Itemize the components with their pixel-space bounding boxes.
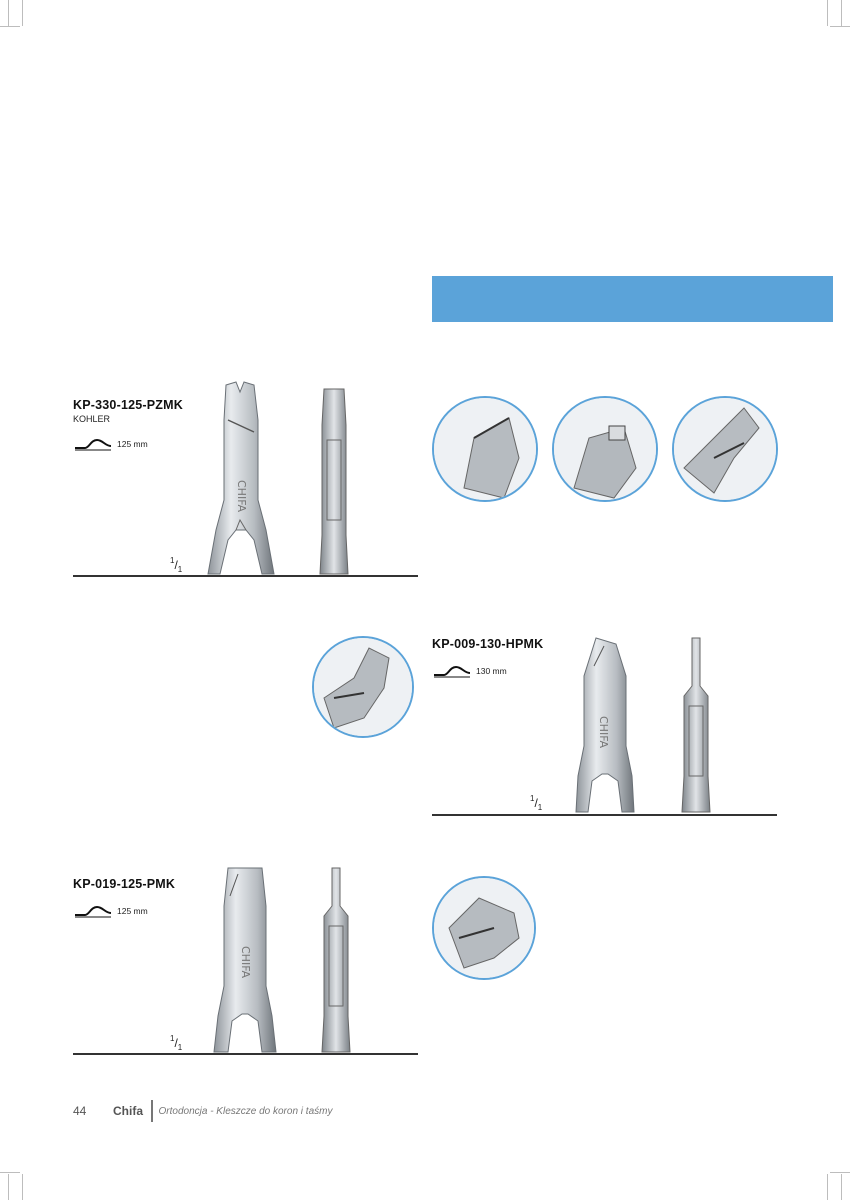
baseline-rule bbox=[432, 814, 777, 816]
detail-circle bbox=[552, 396, 658, 502]
detail-circle bbox=[432, 396, 538, 502]
crop-mark bbox=[22, 1174, 23, 1200]
plier-length-icon bbox=[73, 437, 113, 451]
page-number: 44 bbox=[73, 1104, 87, 1118]
crop-mark bbox=[0, 26, 20, 27]
tool-brand-mark: CHIFA bbox=[235, 480, 248, 513]
length-value: 130 mm bbox=[476, 666, 507, 676]
plier-length-icon bbox=[73, 904, 113, 918]
footer-brand: Chifa bbox=[113, 1104, 143, 1118]
page-footer bbox=[73, 1100, 332, 1122]
plier-front-view bbox=[574, 636, 636, 814]
scale-label: $^1/_1$ bbox=[530, 794, 543, 812]
product-code: KP-019-125-PMK bbox=[73, 877, 176, 891]
crop-mark bbox=[841, 1174, 842, 1200]
plier-side-view bbox=[318, 866, 354, 1054]
crop-mark bbox=[0, 1172, 20, 1173]
length-indicator bbox=[432, 664, 507, 678]
crop-mark bbox=[827, 1174, 828, 1200]
tool-brand-mark: CHIFA bbox=[597, 716, 610, 749]
plier-front-view bbox=[206, 380, 276, 576]
footer-divider bbox=[151, 1100, 153, 1122]
crop-mark bbox=[8, 0, 9, 26]
length-indicator bbox=[73, 904, 148, 918]
length-value: 125 mm bbox=[117, 439, 148, 449]
plier-length-icon bbox=[432, 664, 472, 678]
product-code: KP-009-130-HPMK bbox=[432, 637, 544, 651]
scale-label: $^1/_1$ bbox=[170, 1034, 183, 1052]
crop-mark bbox=[827, 0, 828, 26]
section-header-bar bbox=[432, 276, 833, 322]
length-indicator bbox=[73, 437, 148, 451]
crop-mark bbox=[830, 1172, 850, 1173]
crop-mark bbox=[841, 0, 842, 26]
crop-mark bbox=[8, 1174, 9, 1200]
scale-label: $^1/_1$ bbox=[170, 556, 183, 574]
detail-circle bbox=[672, 396, 778, 502]
length-value: 125 mm bbox=[117, 906, 148, 916]
product-brand: KOHLER bbox=[73, 414, 111, 424]
tool-brand-mark: CHIFA bbox=[239, 946, 252, 979]
plier-side-view bbox=[678, 636, 714, 814]
crop-mark bbox=[22, 0, 23, 26]
product-code: KP-330-125-PZMK bbox=[73, 398, 183, 412]
detail-circle bbox=[432, 876, 536, 980]
plier-side-view bbox=[314, 385, 354, 576]
detail-circle bbox=[312, 636, 414, 738]
plier-front-view bbox=[212, 866, 278, 1054]
footer-title: Ortodoncja - Kleszcze do koron i taśmy bbox=[158, 1105, 333, 1117]
crop-mark bbox=[830, 26, 850, 27]
